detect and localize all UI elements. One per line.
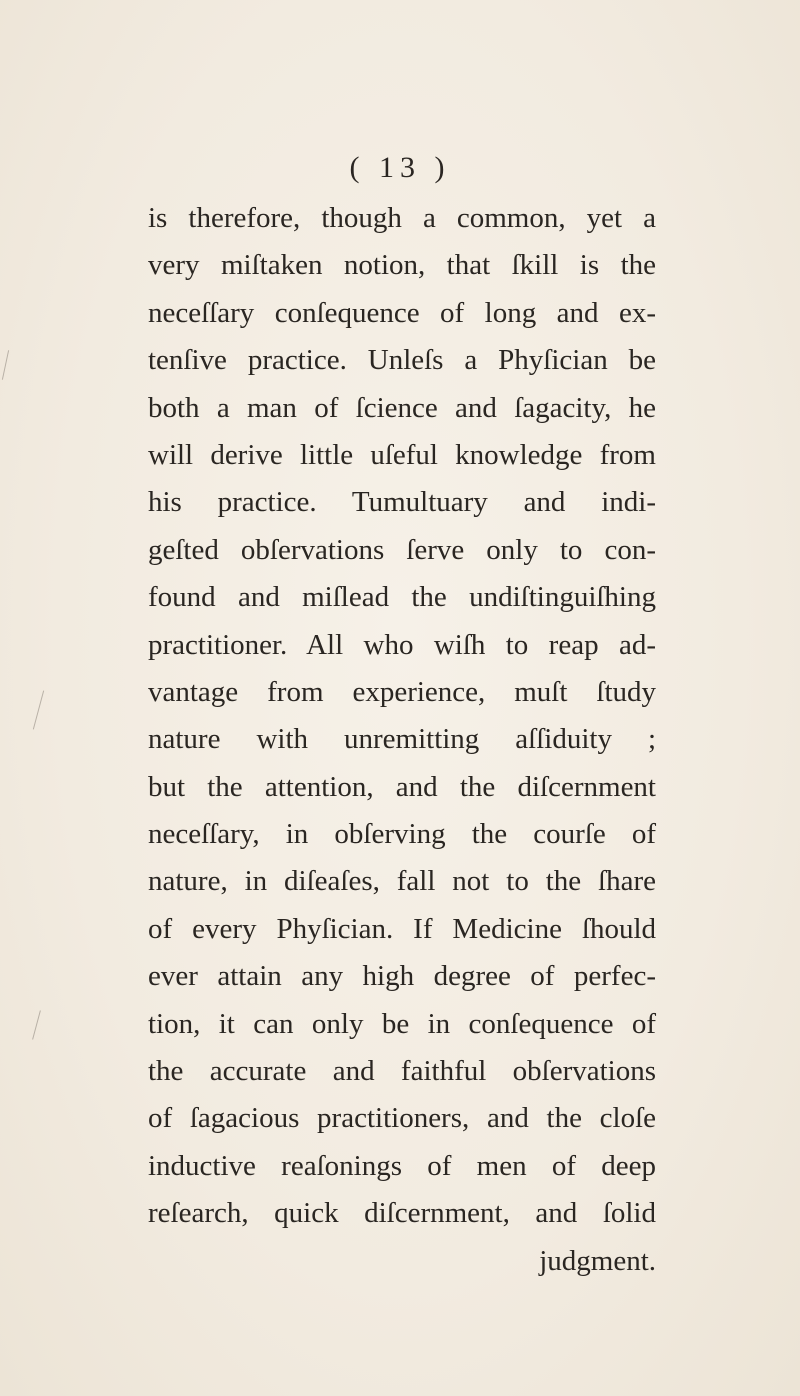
text-line: geſted obſervations ſerve only to con- (148, 533, 656, 566)
text-line: of every Phyſician. If Medicine ſhould (148, 912, 656, 945)
text-line: vantage from experience, muſt ſtudy (148, 675, 656, 708)
text-line: neceſſary, in obſerving the courſe of (148, 818, 656, 851)
text-line: tion, it can only be in conſequence of (148, 1007, 656, 1040)
text-line: reſearch, quick diſcernment, and ſolid (148, 1197, 656, 1230)
text-line: nature, in diſeaſes, fall not to the ſhare (148, 865, 656, 898)
text-line: the accurate and faithful obſervations (148, 1055, 656, 1088)
text-line: is therefore, though a common, yet a (148, 202, 656, 234)
margin-mark (32, 1010, 41, 1039)
text-line: tenſive practice. Unleſs a Phyſician be (148, 344, 656, 377)
text-line: ever attain any high degree of perfec- (148, 960, 656, 993)
text-line: found and miſlead the undiſtinguiſhing (148, 581, 656, 614)
page-number: ( 13 ) (349, 151, 451, 184)
text-line: neceſſary conſequence of long and ex- (148, 296, 656, 329)
text-line: both a man of ſcience and ſagacity, he (148, 391, 656, 424)
text-line: inductive reaſonings of men of deep (148, 1149, 656, 1182)
text-line: practitioner. All who wiſh to reap ad- (148, 628, 656, 661)
body-text (148, 195, 656, 1285)
margin-mark (2, 350, 9, 380)
text-line: will derive little uſeful knowledge from (148, 438, 656, 471)
text-line: judgment. (539, 1244, 656, 1277)
text-line: his practice. Tumultuary and indi- (148, 486, 656, 519)
text-line: nature with unremitting aſſiduity ; (148, 723, 656, 756)
text-line: very miſtaken notion, that ſkill is the (148, 249, 656, 282)
text-line: of ſagacious practitioners, and the cloſe (148, 1102, 656, 1135)
text-line: but the attention, and the diſcernment (148, 770, 656, 803)
margin-mark (33, 691, 44, 730)
